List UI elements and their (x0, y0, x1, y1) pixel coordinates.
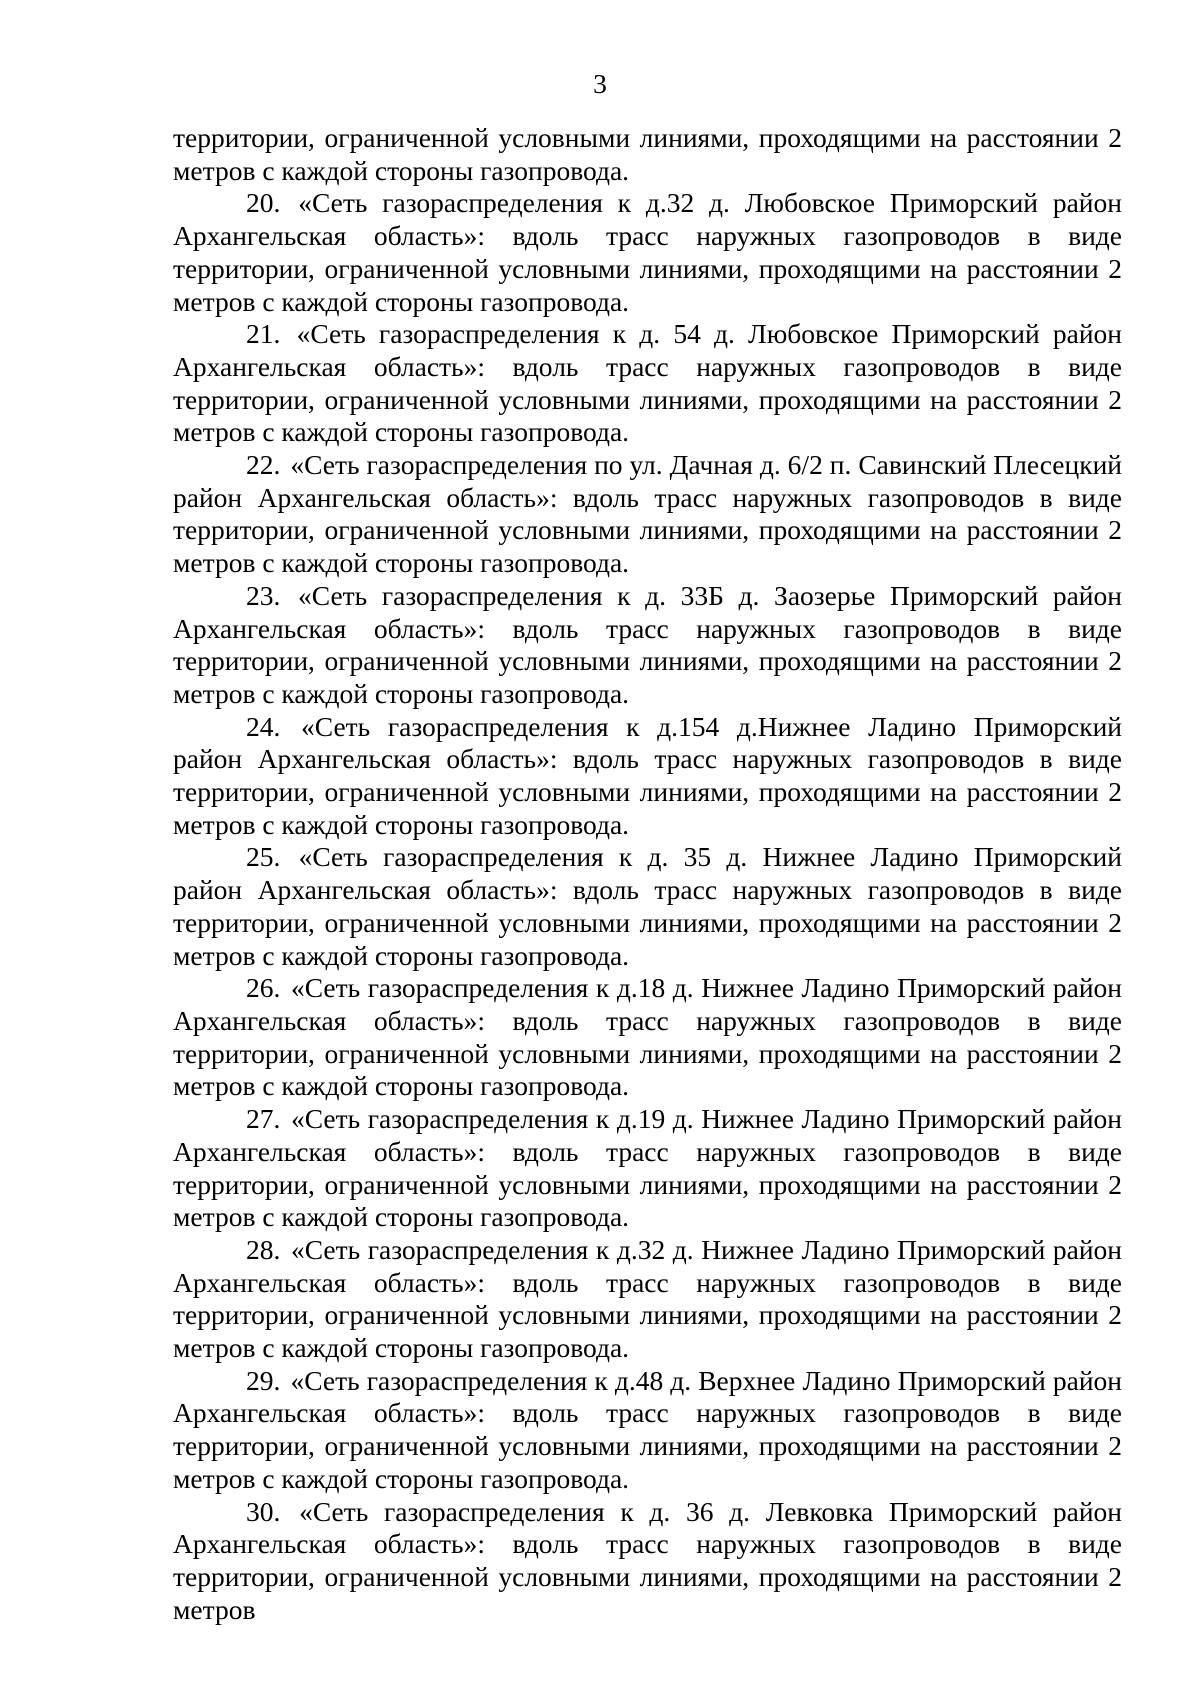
item-number: 28. (246, 1233, 281, 1265)
list-item-28 (173, 1234, 1122, 1365)
item-number: 24. (246, 710, 281, 742)
item-text: «Сеть газораспределения к д. 35 д. Нижнее Ладино Приморский район Архангельская область»: вдоль трасс наружных газопроводов в виде территории, ограниченной условными линиями, проходящими на расстоянии 2 метров с каждой стороны газопровода. (173, 841, 1122, 971)
list-item-24 (173, 711, 1122, 842)
item-text: «Сеть газораспределения по ул. Дачная д. 6/2 п. Савинский Плесецкий район Архангельская область»: вдоль трасс наружных газопроводов в виде территории, ограниченной условными линиями, проходящими на расстоянии 2 метров с каждой стороны газопровода. (173, 449, 1122, 579)
item-number: 30. (246, 1495, 281, 1527)
item-text: «Сеть газораспределения к д.32 д. Любовское Приморский район Архангельская область»: вдоль трасс наружных газопроводов в виде территории, ограниченной условными линиями, проходящими на расстоянии 2 метров с каждой стороны газопровода. (173, 187, 1122, 317)
list-item-20 (173, 187, 1122, 318)
document-body (173, 122, 1122, 1626)
item-text: «Сеть газораспределения к д.48 д. Верхнее Ладино Приморский район Архангельская область»: вдоль трасс наружных газопроводов в виде территории, ограниченной условными линиями, проходящими на расстоянии 2 метров с каждой стороны газопровода. (173, 1364, 1123, 1494)
list-item-22 (173, 449, 1122, 580)
item-number: 27. (246, 1103, 281, 1135)
list-item-25 (173, 841, 1122, 972)
item-text: «Сеть газораспределения к д. 54 д. Любовское Приморский район Архангельская область»: вдоль трасс наружных газопроводов в виде территории, ограниченной условными линиями, проходящими на расстоянии 2 метров с каждой стороны газопровода. (173, 318, 1123, 448)
list-item-23 (173, 580, 1122, 711)
continued-paragraph: территории, ограниченной условными линиями, проходящими на расстоянии 2 метров с каждой стороны газопровода. (173, 122, 1122, 186)
item-text: «Сеть газораспределения к д. 33Б д. Заозерье Приморский район Архангельская область»: вдоль трасс наружных газопроводов в виде территории, ограниченной условными линиями, проходящими на расстоянии 2 метров с каждой стороны газопровода. (173, 579, 1122, 709)
page-number: 3 (593, 68, 607, 99)
item-number: 21. (246, 318, 281, 350)
item-number: 25. (246, 841, 281, 873)
item-text: «Сеть газораспределения к д.18 д. Нижнее Ладино Приморский район Архангельская область»: вдоль трасс наружных газопроводов в виде территории, ограниченной условными линиями, проходящими на расстоянии 2 метров с каждой стороны газопровода. (173, 972, 1123, 1102)
item-number: 20. (246, 187, 281, 219)
list-item-21 (173, 318, 1122, 449)
item-number: 29. (246, 1364, 281, 1396)
list-item-29 (173, 1365, 1122, 1496)
item-number: 26. (246, 972, 281, 1004)
item-text: «Сеть газораспределения к д.154 д.Нижнее Ладино Приморский район Архангельская область»: вдоль трасс наружных газопроводов в виде территории, ограниченной условными линиями, проходящими на расстоянии 2 метров с каждой стороны газопровода. (173, 710, 1123, 840)
item-number: 23. (246, 579, 281, 611)
list-item-26 (173, 972, 1122, 1103)
item-number: 22. (246, 449, 281, 481)
item-text: «Сеть газораспределения к д.19 д. Нижнее Ладино Приморский район Архангельская область»: вдоль трасс наружных газопроводов в виде территории, ограниченной условными линиями, проходящими на расстоянии 2 метров с каждой стороны газопровода. (173, 1103, 1123, 1233)
list-item-30 (173, 1496, 1122, 1627)
item-text: «Сеть газораспределения к д. 36 д. Левковка Приморский район Архангельская область»: вдоль трасс наружных газопроводов в виде территории, ограниченной условными линиями, проходящими на расстоянии 2 метров (173, 1495, 1123, 1625)
list-item-27 (173, 1103, 1122, 1234)
item-text: «Сеть газораспределения к д.32 д. Нижнее Ладино Приморский район Архангельская область»: вдоль трасс наружных газопроводов в виде территории, ограниченной условными линиями, проходящими на расстоянии 2 метров с каждой стороны газопровода. (173, 1233, 1123, 1364)
